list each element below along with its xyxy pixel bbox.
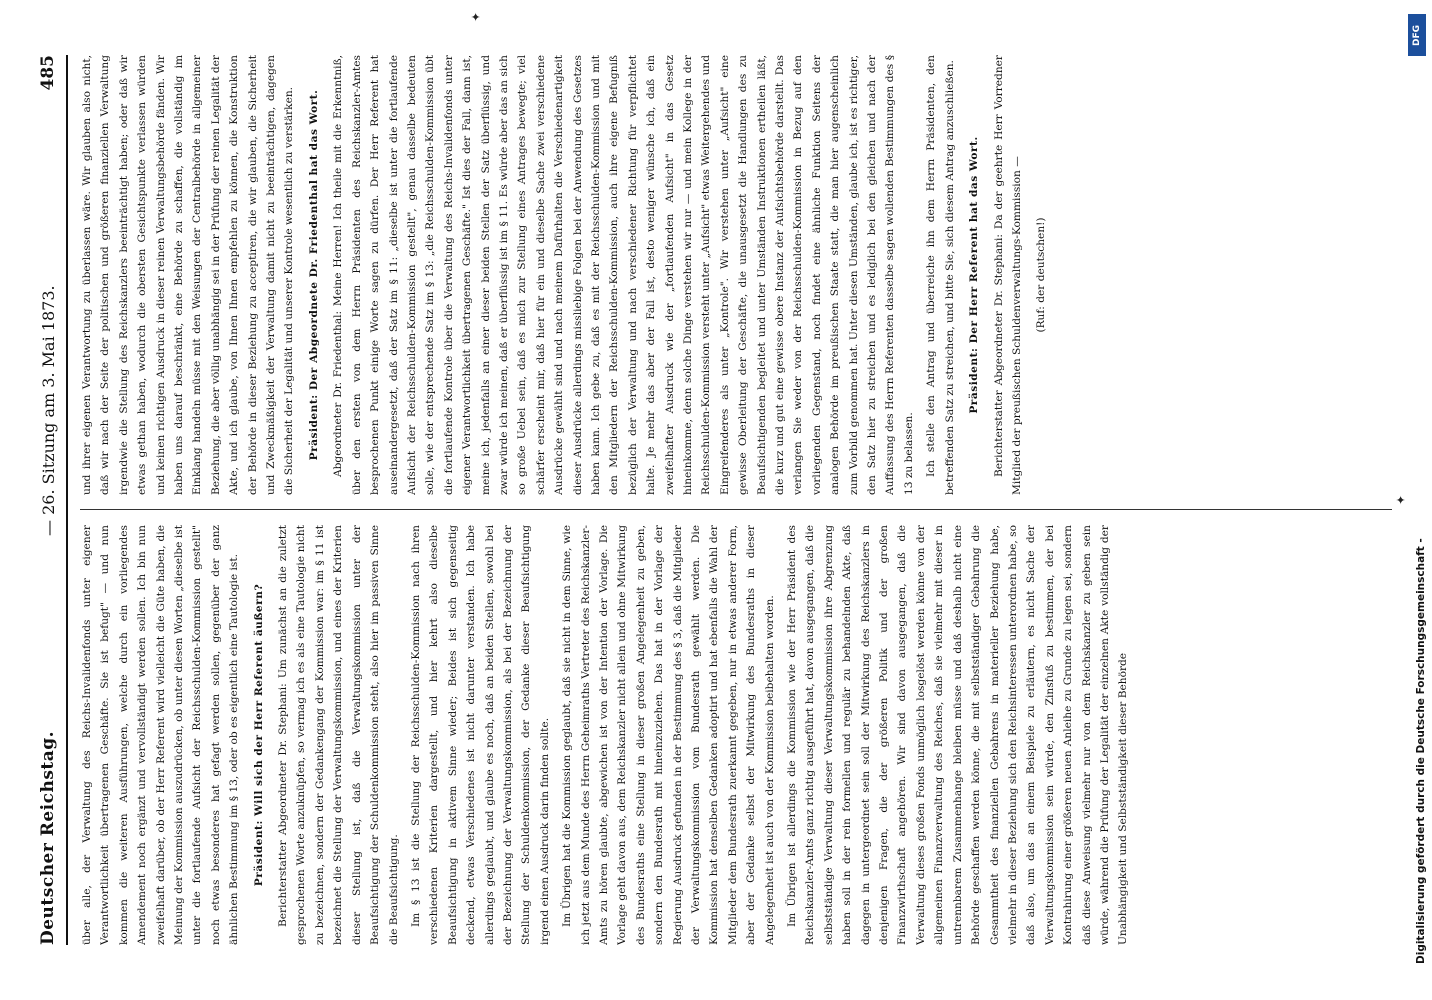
page-header xyxy=(30,55,68,945)
paragraph: Im Übrigen hat die Kommission geglaubt, daß sie nicht in dem Sinne, wie ich jetzt aus dem Munde des Herrn Geheimraths Vertreter des Reichskanzler-Amts zu hören glaubte, abgewichen ist von der Intention der Vorlage. Die Vorlage geht davon aus, dem Reichskanzler nicht allein und ohne Mitwirkung des Bundesraths eine Stellung in dieser großen Angelegenheit zu geben, sondern den Bundesrath mit hineinzuziehen. Das hat in der Vorlage der Regierung Ausdruck gefunden in der Bestimmung des § 3, daß die Mitglieder der Verwaltungskommission vom Bundesrath gewählt werden. Die Kommission hat denselben Gedanken adoptirt und hat ebenfalls die Wahl der Mitglieder dem Bundesrath zuerkannt gegeben, nur in etwas anderer Form, aber der Gedanke selbst der Mitwirkung des Bundesraths in dieser Angelegenheit ist auch von der Kommission beibehalten worden. xyxy=(561,525,776,945)
left-text-column xyxy=(78,525,1392,945)
page-number: 485 xyxy=(38,55,58,91)
dfg-logo-icon: DFG xyxy=(1408,14,1426,56)
paragraph: Berichterstatter Abgeordneter Dr. Stephani: Da der geehrte Herr Vorredner Mitglied der preußischen Schuldenverwaltungs-Kommission — xyxy=(992,55,1023,495)
paragraph: Im § 13 ist die Stellung der Reichsschulden-Kommission nach ihren verschiedenen Kriterien dargestellt, und hier kehrt also dieselbe Beaufsichtigung in aktivem Sinne wieder; Beides ist sich gegenseitig deckend, etwas Verschiedenes ist nicht darunter verstanden. Ich habe allerdings geglaubt, und glaube es noch, daß an beiden Stellen, sowohl bei der Bezeichnung der Verwaltungskommission, als bei der Bezeichnung der Stellung der Schuldenkommission, der Gedanke dieser Beaufsichtigung irgend einen Ausdruck darin finden sollte. xyxy=(409,525,551,945)
right-text-column xyxy=(78,55,1392,495)
paragraph: über alle, der Verwaltung des Reichs-Invalidenfonds unter eigener Verantwortlichkeit übertragenen Geschäfte. Sie ist befugt" — und nun kommen die weiteren Ausführungen, welche durch ein vorliegendes Amendement noch ergänzt und vervollständigt werden sollen. Ich bin nun zweifelhaft darüber, ob der Herr Referent wird vielleicht die Güte haben, die Meinung der Kommission auszudrücken, ob unter diesen Worten „dieselbe ist unter die fortlaufende Aufsicht der Reichsschulden-Kommission gestellt" noch etwas besonderes hat gefagt werden sollen, gegenüber der ganz ähnlichen Bestimmung im § 13, oder ob es eigentlich eine Tautologie ist. xyxy=(81,525,241,945)
paragraph: Abgeordneter Dr. Friedenthal: Meine Herren! Ich theile mit die Erkenntniß, über den ersten von dem Herrn Präsidenten des Reichskanzler-Amtes besprochenen Punkt einige Worte sagen zu dürfen. Der Herr Referent hat auseinandergesetzt, daß der Satz im § 11: „dieselbe ist unter die fortlaufende Aufsicht der Reichsschulden-Kommission gestellt", genau dasselbe bedeuten solle, wie der entsprechende Satz im § 13: „die Reichsschulden-Kommission übt die fortlaufende Kontrole über die Verwaltung des Reichs-Invalidenfonds unter eigener Verantwortlichkeit übertragenen Geschäfte." Ist dies der Fall, dann ist, meine ich, jedenfalls an einer dieser beiden Stellen der Satz überflüssig, und zwar würde ich meinen, daß er überflüssig ist im § 11. Es würde aber das an sich so große Uebel sein, daß es mich zur Stellung eines Antrages bewegte; viel schärfer erscheint mir, daß hier für ein und dieselbe Sache zwei verschiedene Ausdrücke gewählt sind und nach meinem Dafürhalten die Verschiedenartigkeit dieser Ausdrücke allerdings missliebige Folgen bei der Anwendung des Gesetzes haben kann. Ich gebe zu, daß es mit der Reichsschulden-Kommission und mit den Mitgliedern der Reichsschulden-Kommission, auch ihre eigene Befugniß bezüglich der Verwaltung und nach verschiedener Richtung für verpflichtet halte. Je mehr das aber der Fall ist, desto weniger wünsche ich, daß ein zweifelhafter Ausdruck wie der „fortlaufenden Aufsicht" in das Gesetz hineinkomme, denn solche Dinge verstehen wir nur — und mein Kollege in der Reichsschulden-Kommission versteht unter „Aufsicht" etwas Weitergehendes und Eingreifenderes als unter „Kontrole". Wir verstehen unter „Aufsicht" eine gewisse Oberleitung der Geschäfte, die unausgesetzt die Handlungen des zu Beaufsichtigenden begleitet und unter Umständen Instruktionen ertheilen läßt, die kurz und gut eine gewisse obere Instanz der Aufsichtsbehörde darstellt. Das verlangen Sie weder von der Reichsschulden-Kommission in Bezug auf den vorliegenden Gegenstand, noch findet eine ähnliche Funktion Seitens der analogen Behörde im preußischen Staate statt, die man hier augenscheinlich zum Vorbild genommen hat. Unter diesen Umständen, glaube ich, ist es richtiger, den Satz hier zu streichen und es lediglich bei den gleichen und nach der Auffassung des Herrn Referenten dasselbe sagen wollenden Bestimmungen des § 13 zu belassen. xyxy=(332,55,915,495)
digitization-credit-strip xyxy=(1402,0,1432,1000)
paragraph: Präsident: Will sich der Herr Referent äußern? xyxy=(252,583,265,887)
paragraph: (Ruf: der deutschen!) xyxy=(1035,217,1048,333)
paragraph: Berichterstatter Abgeordneter Dr. Stephani: Um zunächst an die zuletzt gesprochenen Worte anzuknüpfen, so vermag ich es als eine Tautologie nicht zu bezeichnen, sondern der Gedankengang der Kommission war: im § 11 ist bezeichnet die Stellung der Verwaltungskommission, und eines der Kriterien dieser Stellung ist, daß die Verwaltungskommission unter der Beaufsichtigung der Schuldenkommission steht, also hier im passiven Sinne die Beaufsichtigung. xyxy=(277,525,400,945)
scan-mark-icon: ✦ xyxy=(469,11,483,22)
column-divider xyxy=(80,509,1392,510)
session-title: — 26. Sitzung am 3. Mai 1873. xyxy=(38,285,58,536)
digitization-credit: Digitalisierung gefördert durch die Deutsche Forschungsgemeinschaft - xyxy=(1415,538,1427,964)
paragraph: Präsident: Der Herr Referent hat das Wort. xyxy=(968,136,981,414)
scan-mark-icon: ✦ xyxy=(1394,494,1408,505)
paragraph: Ich stelle den Antrag und überreiche ihn dem Herrn Präsidenten, den betreffenden Satz zu streichen, und bitte Sie, sich diesem Antrag anzuschließen. xyxy=(925,55,956,495)
paragraph: und ihrer eigenen Verantwortung zu überlassen wäre. Wir glauben also nicht, daß wir nach der Seite der politischen und größeren finanziellen Verwaltung irgendwie die Stellung des Reichskanzlers beeinträchtigt haben; oder daß wir etwas gethan haben, wodurch die obersten Gesichtspunkte verlassen würden und keinen richtigen Ausdruck in dieser reinen Verwaltungsbehörde fänden. Wir haben uns darauf beschränkt, eine Behörde zu schaffen, die vollständig im Einklang handeln müsse mit den Weisungen der Centralbehörde in allgemeiner Beziehung, die aber völlig unabhängig sei in der Prüfung der reinen Legalität der Akte, und ich glaube, von Ihnen Ihnen empfehlen zu können, die Konstruktion der Behörde in dieser Beziehung zu acceptiren, die wir glauben, die Sicherheit und Zweckmäßigkeit der Verwaltung damit nicht zu beeinträchtigen, dagegen die Sicherheit der Legalität und unserer Kontrole wesentlich zu verstärken. xyxy=(81,55,296,495)
paragraph: Präsident: Der Abgeordnete Dr. Friedenthal hat das Wort. xyxy=(307,89,320,461)
publication-title: Deutscher Reichstag. xyxy=(38,730,58,945)
paragraph: Im Übrigen ist allerdings die Kommission wie der Herr Präsident des Reichskanzler-Amts ganz richtig ausgeführt hat, davon ausgegangen, daß die selbstständige Verwaltung dieser Verwaltungskommission ihre Abgrenzung haben soll in der rein formellen und regulär zu behandelnden Akte, daß dagegen in untergeordnet sein soll der Mitwirkung des Reichskanzlers in denjenigen Fragen, die der größeren Politik und der großen Finanzwirthschaft angehören. Wir sind davon ausgegangen, daß die Verwaltung dieses großen Fonds unmöglich losgelöst werden könne von der allgemeinen Finanzverwaltung des Reiches, daß sie vielmehr mit dieser in untrennbarem Zusammenhange bleiben müsse und daß deshalb nicht eine Behörde geschaffen werden könne, die mit selbstständiger Gebahrung die Gesammtheit des finanziellen Gebahrens in materieller Beziehung habe, vielmehr in dieser Beziehung sich den Reichsinteressen unterordnen habe, so daß also, um das an einem Beispiele zu erläutern, es nicht Sache der Verwaltungskommission sein würde, den Zinsfuß zu bestimmen, der bei Kontrahirung einer größeren neuen Anleihe zu Grunde zu legen sei, sondern daß diese Anweisung vielmehr nur von dem Reichskanzler zu geben sein würde, während die Prüfung der Legalität der einzelnen Akte vollständig der Unabhängigkeit und Selbstständigkeit dieser Behörde xyxy=(786,525,1130,945)
